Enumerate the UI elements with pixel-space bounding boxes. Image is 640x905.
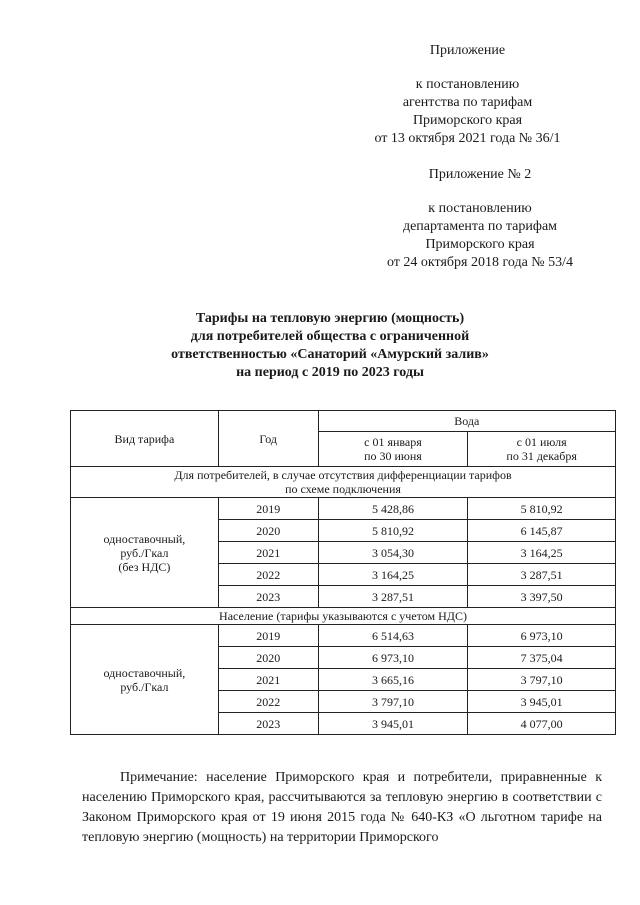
footnote-text: Примечание: население Приморского края и потребители, приравненные к населению Приморского края, рассчитываются за тепловую энергию в соответствии с Законом Приморского края от 19 июня 2015 года № 640-КЗ «О льготном тарифе на тепловую энергию (мощность) на территории Приморского	[82, 770, 602, 845]
h1-value-cell: 3 287,51	[318, 586, 468, 608]
h2-value-cell: 6 973,10	[468, 625, 616, 647]
section-heading-row	[71, 608, 616, 625]
tariff-line: руб./Гкал	[120, 679, 169, 694]
h1-value-cell: 5 428,86	[318, 498, 468, 520]
section-1-heading	[71, 467, 616, 498]
appendix-2-header	[360, 166, 600, 272]
section-2-tariff	[71, 625, 219, 735]
h1-value-cell: 3 945,01	[318, 713, 468, 735]
appendix-2-line: Приморского края	[425, 237, 535, 252]
year-cell: 2022	[218, 691, 318, 713]
h2-value-cell: 3 287,51	[468, 564, 616, 586]
h2-value-cell: 3 797,10	[468, 669, 616, 691]
h2-value-cell: 6 145,87	[468, 520, 616, 542]
col-header-h1-line: с 01 января	[364, 435, 422, 449]
year-cell: 2022	[218, 564, 318, 586]
col-header-h2-line: с 01 июля	[516, 435, 567, 449]
appendix-2-line: от 24 октября 2018 года № 53/4	[386, 255, 574, 270]
year-cell: 2023	[218, 586, 318, 608]
tariff-line: руб./Гкал	[120, 545, 169, 560]
h1-value-cell: 6 973,10	[318, 647, 468, 669]
title-line: на период с 2019 по 2023 годы	[236, 365, 424, 380]
year-cell: 2019	[218, 625, 318, 647]
year-cell: 2021	[218, 669, 318, 691]
appendix-1-heading: Приложение	[429, 43, 506, 58]
year-cell: 2019	[218, 498, 318, 520]
tariff-line: (без НДС)	[118, 559, 171, 574]
appendix-1-line: агентства по тарифам	[402, 95, 533, 110]
h2-value-cell: 3 164,25	[468, 542, 616, 564]
appendix-2-heading: Приложение № 2	[428, 167, 532, 182]
section-1-heading-line: Для потребителей, в случае отсутствия дифференциации тарифов	[174, 468, 512, 482]
title-line: Тарифы на тепловую энергию (мощность)	[195, 311, 465, 326]
h1-value-cell: 3 797,10	[318, 691, 468, 713]
h2-value-cell: 3 945,01	[468, 691, 616, 713]
h1-value-cell: 5 810,92	[318, 520, 468, 542]
appendix-1-header	[360, 42, 575, 148]
document-title	[130, 310, 530, 382]
h1-value-cell: 3 665,16	[318, 669, 468, 691]
col-header-tariff: Вид тарифа	[71, 411, 219, 467]
h1-value-cell: 6 514,63	[318, 625, 468, 647]
col-header-h2-line: по 31 декабря	[506, 449, 577, 463]
appendix-1-line: к постановлению	[415, 77, 520, 92]
col-header-h1-line: по 30 июня	[364, 449, 422, 463]
col-header-year: Год	[218, 411, 318, 467]
tariff-line: одноставочный,	[103, 531, 186, 546]
col-header-h1	[318, 432, 468, 467]
h2-value-cell: 7 375,04	[468, 647, 616, 669]
year-cell: 2020	[218, 520, 318, 542]
h1-value-cell: 3 164,25	[318, 564, 468, 586]
h2-value-cell: 5 810,92	[468, 498, 616, 520]
section-1-heading-line: по схеме подключения	[285, 482, 401, 496]
year-cell: 2020	[218, 647, 318, 669]
title-line: ответственностью «Санаторий «Амурский залив»	[171, 347, 489, 362]
tariffs-table	[70, 410, 616, 735]
section-heading-row	[71, 467, 616, 498]
title-line: для потребителей общества с ограниченной	[190, 329, 470, 344]
header-row	[71, 411, 616, 432]
footnote	[82, 768, 602, 848]
appendix-2-line: к постановлению	[428, 201, 532, 216]
year-cell: 2023	[218, 713, 318, 735]
section-2-heading: Население (тарифы указываются с учетом НДС)	[71, 608, 616, 625]
section-1-tariff	[71, 498, 219, 608]
table-row	[71, 625, 616, 647]
appendix-1-line: Приморского края	[412, 113, 523, 128]
year-cell: 2021	[218, 542, 318, 564]
h2-value-cell: 3 397,50	[468, 586, 616, 608]
appendix-1-line: от 13 октября 2021 года № 36/1	[374, 131, 561, 146]
table-row	[71, 498, 616, 520]
appendix-2-line: департамента по тарифам	[402, 219, 558, 234]
col-header-water: Вода	[318, 411, 615, 432]
tariff-line: одноставочный,	[103, 665, 186, 680]
h1-value-cell: 3 054,30	[318, 542, 468, 564]
h2-value-cell: 4 077,00	[468, 713, 616, 735]
col-header-h2	[468, 432, 616, 467]
